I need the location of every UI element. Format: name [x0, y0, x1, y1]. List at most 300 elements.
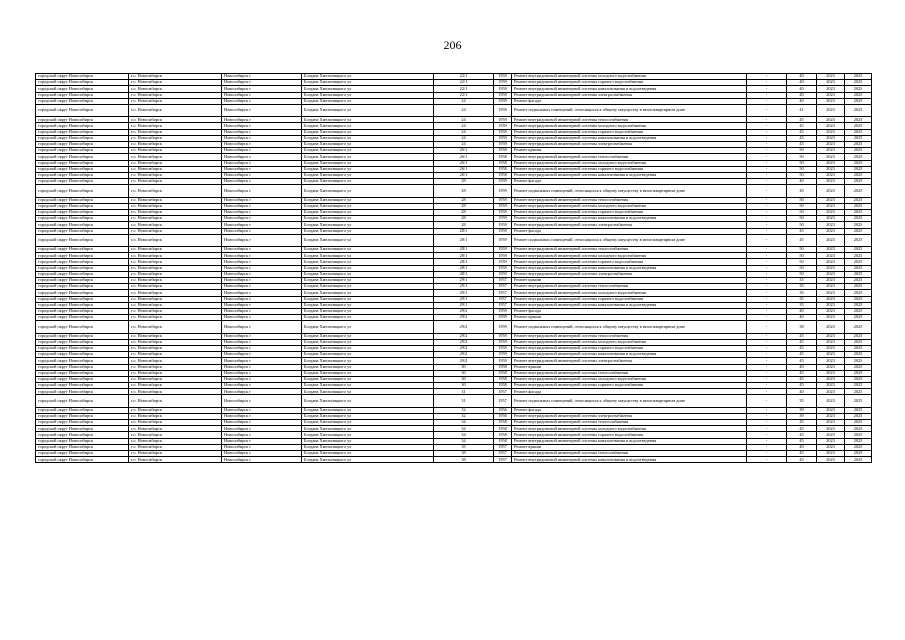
house-number-cell: 24 — [434, 123, 494, 129]
start-year-cell: 2023 — [817, 104, 845, 116]
start-year-cell: 2023 — [817, 339, 845, 345]
dash-cell: - — [747, 185, 787, 197]
district-cell: г.о. Новосибирск — [129, 339, 222, 345]
end-year-cell: 2025 — [845, 228, 872, 234]
build-year-cell: 1959 — [494, 129, 512, 135]
value-cell: 45 — [787, 432, 817, 438]
district-cell: г.о. Новосибирск — [129, 321, 222, 333]
city-cell: Новосибирск г — [222, 407, 302, 413]
value-cell: 45 — [787, 345, 817, 351]
start-year-cell: 2023 — [817, 141, 845, 147]
end-year-cell: 2025 — [845, 321, 872, 333]
street-cell: Богдана Хмельницкого ул — [302, 234, 434, 246]
start-year-cell: 2023 — [817, 333, 845, 339]
end-year-cell: 2025 — [845, 407, 872, 413]
city-cell: Новосибирск г — [222, 265, 302, 271]
end-year-cell: 2025 — [845, 432, 872, 438]
city-cell: Новосибирск г — [222, 104, 302, 116]
work-type-cell: Ремонт внутридомовой инженерной системы теплоснабжения — [512, 247, 747, 253]
build-year-cell: 1958 — [494, 364, 512, 370]
build-year-cell: 1957 — [494, 296, 512, 302]
work-type-cell: Ремонт фасада — [512, 228, 747, 234]
end-year-cell: 2025 — [845, 234, 872, 246]
build-year-cell: 1959 — [494, 308, 512, 314]
house-number-cell: 29/2 — [434, 315, 494, 321]
dash-cell: - — [747, 432, 787, 438]
end-year-cell: 2025 — [845, 104, 872, 116]
district-cell: г.о. Новосибирск — [129, 389, 222, 395]
street-cell: Богдана Хмельницкого ул — [302, 315, 434, 321]
table-row — [36, 234, 872, 246]
start-year-cell: 2023 — [817, 148, 845, 154]
city-cell: Новосибирск г — [222, 438, 302, 444]
street-cell: Богдана Хмельницкого ул — [302, 302, 434, 308]
value-cell: 45 — [787, 123, 817, 129]
work-type-cell: Ремонт внутридомовой инженерной системы горячего водоснабжения — [512, 432, 747, 438]
value-cell: 50 — [787, 271, 817, 277]
build-year-cell: 1959 — [494, 216, 512, 222]
build-year-cell: 1957 — [494, 302, 512, 308]
end-year-cell: 2025 — [845, 209, 872, 215]
end-year-cell: 2025 — [845, 172, 872, 178]
start-year-cell: 2023 — [817, 247, 845, 253]
city-cell: Новосибирск г — [222, 74, 302, 80]
dash-cell: - — [747, 345, 787, 351]
city-cell: Новосибирск г — [222, 308, 302, 314]
start-year-cell: 2023 — [817, 345, 845, 351]
city-cell: Новосибирск г — [222, 172, 302, 178]
street-cell: Богдана Хмельницкого ул — [302, 265, 434, 271]
build-year-cell: 1956 — [494, 407, 512, 413]
end-year-cell: 2025 — [845, 438, 872, 444]
district-cell: г.о. Новосибирск — [129, 333, 222, 339]
dash-cell: - — [747, 222, 787, 228]
street-cell: Богдана Хмельницкого ул — [302, 80, 434, 86]
municipality-cell: городской округ Новосибирск — [36, 135, 129, 141]
dash-cell: - — [747, 395, 787, 407]
city-cell: Новосибирск г — [222, 370, 302, 376]
district-cell: г.о. Новосибирск — [129, 98, 222, 104]
end-year-cell: 2025 — [845, 358, 872, 364]
dash-cell: - — [747, 321, 787, 333]
house-number-cell: 26/1 — [434, 160, 494, 166]
build-year-cell: 1959 — [494, 228, 512, 234]
dash-cell: - — [747, 203, 787, 209]
build-year-cell: 1959 — [494, 345, 512, 351]
dash-cell: - — [747, 123, 787, 129]
build-year-cell: 1958 — [494, 420, 512, 426]
city-cell: Новосибирск г — [222, 296, 302, 302]
district-cell: г.о. Новосибирск — [129, 271, 222, 277]
street-cell: Богдана Хмельницкого ул — [302, 345, 434, 351]
dash-cell: - — [747, 451, 787, 457]
start-year-cell: 2023 — [817, 172, 845, 178]
value-cell: 45 — [787, 234, 817, 246]
dash-cell: - — [747, 259, 787, 265]
street-cell: Богдана Хмельницкого ул — [302, 277, 434, 283]
work-type-cell: Ремонт внутридомовой инженерной системы горячего водоснабжения — [512, 129, 747, 135]
street-cell: Богдана Хмельницкого ул — [302, 420, 434, 426]
municipality-cell: городской округ Новосибирск — [36, 141, 129, 147]
end-year-cell: 2025 — [845, 98, 872, 104]
municipality-cell: городской округ Новосибирск — [36, 247, 129, 253]
end-year-cell: 2025 — [845, 277, 872, 283]
district-cell: г.о. Новосибирск — [129, 277, 222, 283]
street-cell: Богдана Хмельницкого ул — [302, 154, 434, 160]
work-type-cell: Ремонт внутридомовой инженерной системы канализования и водоотведения — [512, 86, 747, 92]
start-year-cell: 2023 — [817, 203, 845, 209]
value-cell: 45 — [787, 420, 817, 426]
house-number-cell: 29/1 — [434, 284, 494, 290]
municipality-cell: городской округ Новосибирск — [36, 432, 129, 438]
start-year-cell: 2023 — [817, 383, 845, 389]
work-type-cell: Ремонт внутридомовой инженерной системы холодного водоснабжения — [512, 74, 747, 80]
street-cell: Богдана Хмельницкого ул — [302, 74, 434, 80]
end-year-cell: 2025 — [845, 339, 872, 345]
start-year-cell: 2023 — [817, 123, 845, 129]
district-cell: г.о. Новосибирск — [129, 420, 222, 426]
dash-cell: - — [747, 370, 787, 376]
district-cell: г.о. Новосибирск — [129, 265, 222, 271]
build-year-cell: 1958 — [494, 172, 512, 178]
dash-cell: - — [747, 80, 787, 86]
municipality-cell: городской округ Новосибирск — [36, 129, 129, 135]
work-type-cell: Ремонт внутридомовой инженерной системы теплоснабжения — [512, 284, 747, 290]
district-cell: г.о. Новосибирск — [129, 438, 222, 444]
city-cell: Новосибирск г — [222, 444, 302, 450]
start-year-cell: 2023 — [817, 352, 845, 358]
street-cell: Богдана Хмельницкого ул — [302, 383, 434, 389]
dash-cell: - — [747, 333, 787, 339]
value-cell: 45 — [787, 352, 817, 358]
work-type-cell: Ремонт внутридомовой инженерной системы холодного водоснабжения — [512, 290, 747, 296]
end-year-cell: 2025 — [845, 420, 872, 426]
house-number-cell: 28 — [434, 179, 494, 185]
house-number-cell: 29/2 — [434, 345, 494, 351]
dash-cell: - — [747, 74, 787, 80]
value-cell: 50 — [787, 209, 817, 215]
house-number-cell: 29/2 — [434, 333, 494, 339]
city-cell: Новосибирск г — [222, 185, 302, 197]
district-cell: г.о. Новосибирск — [129, 104, 222, 116]
build-year-cell: 1959 — [494, 247, 512, 253]
start-year-cell: 2023 — [817, 216, 845, 222]
district-cell: г.о. Новосибирск — [129, 315, 222, 321]
district-cell: г.о. Новосибирск — [129, 345, 222, 351]
municipality-cell: городской округ Новосибирск — [36, 216, 129, 222]
start-year-cell: 2023 — [817, 135, 845, 141]
end-year-cell: 2025 — [845, 135, 872, 141]
start-year-cell: 2023 — [817, 80, 845, 86]
start-year-cell: 2023 — [817, 277, 845, 283]
start-year-cell: 2023 — [817, 407, 845, 413]
work-type-cell: Ремонт внутридомовой инженерной системы холодного водоснабжения — [512, 376, 747, 382]
municipality-cell: городской округ Новосибирск — [36, 166, 129, 172]
start-year-cell: 2023 — [817, 166, 845, 172]
house-number-cell: 22/1 — [434, 86, 494, 92]
dash-cell: - — [747, 247, 787, 253]
work-type-cell: Ремонт внутридомовой инженерной системы холодного водоснабжения — [512, 426, 747, 432]
municipality-cell: городской округ Новосибирск — [36, 154, 129, 160]
build-year-cell: 1958 — [494, 154, 512, 160]
value-cell: 45 — [787, 228, 817, 234]
district-cell: г.о. Новосибирск — [129, 253, 222, 259]
work-type-cell: Ремонт внутридомовой инженерной системы электроснабжения — [512, 222, 747, 228]
street-cell: Богдана Хмельницкого ул — [302, 129, 434, 135]
city-cell: Новосибирск г — [222, 80, 302, 86]
start-year-cell: 2023 — [817, 376, 845, 382]
dash-cell: - — [747, 290, 787, 296]
municipality-cell: городской округ Новосибирск — [36, 148, 129, 154]
house-number-cell: 34 — [434, 432, 494, 438]
value-cell: 50 — [787, 265, 817, 271]
district-cell: г.о. Новосибирск — [129, 80, 222, 86]
street-cell: Богдана Хмельницкого ул — [302, 389, 434, 395]
municipality-cell: городской округ Новосибирск — [36, 364, 129, 370]
build-year-cell: 1958 — [494, 166, 512, 172]
build-year-cell: 1959 — [494, 98, 512, 104]
end-year-cell: 2025 — [845, 352, 872, 358]
house-number-cell: 28/1 — [434, 234, 494, 246]
start-year-cell: 2023 — [817, 86, 845, 92]
house-number-cell: 35 — [434, 444, 494, 450]
dash-cell: - — [747, 420, 787, 426]
city-cell: Новосибирск г — [222, 234, 302, 246]
city-cell: Новосибирск г — [222, 209, 302, 215]
street-cell: Богдана Хмельницкого ул — [302, 308, 434, 314]
end-year-cell: 2025 — [845, 80, 872, 86]
city-cell: Новосибирск г — [222, 364, 302, 370]
build-year-cell: 1959 — [494, 315, 512, 321]
city-cell: Новосибирск г — [222, 160, 302, 166]
work-type-cell: Ремонт внутридомовой инженерной системы холодного водоснабжения — [512, 160, 747, 166]
dash-cell: - — [747, 172, 787, 178]
start-year-cell: 2023 — [817, 457, 845, 463]
end-year-cell: 2025 — [845, 160, 872, 166]
build-year-cell: 1959 — [494, 271, 512, 277]
house-number-cell: 32 — [434, 407, 494, 413]
municipality-cell: городской округ Новосибирск — [36, 426, 129, 432]
city-cell: Новосибирск г — [222, 86, 302, 92]
house-number-cell: 28 — [434, 203, 494, 209]
dash-cell: - — [747, 179, 787, 185]
dash-cell: - — [747, 438, 787, 444]
house-number-cell: 28 — [434, 197, 494, 203]
value-cell: 50 — [787, 197, 817, 203]
value-cell: 45 — [787, 370, 817, 376]
end-year-cell: 2025 — [845, 86, 872, 92]
work-type-cell: Ремонт внутридомовой инженерной системы канализования и водоотведения — [512, 135, 747, 141]
municipality-cell: городской округ Новосибирск — [36, 92, 129, 98]
start-year-cell: 2023 — [817, 265, 845, 271]
municipality-cell: городской округ Новосибирск — [36, 222, 129, 228]
house-number-cell: 26/1 — [434, 172, 494, 178]
value-cell: 50 — [787, 247, 817, 253]
end-year-cell: 2025 — [845, 141, 872, 147]
dash-cell: - — [747, 253, 787, 259]
work-type-cell: Ремонт внутридомовой инженерной системы электроснабжения — [512, 413, 747, 419]
build-year-cell: 1959 — [494, 141, 512, 147]
end-year-cell: 2025 — [845, 74, 872, 80]
municipality-cell: городской округ Новосибирск — [36, 104, 129, 116]
dash-cell: - — [747, 154, 787, 160]
district-cell: г.о. Новосибирск — [129, 129, 222, 135]
end-year-cell: 2025 — [845, 413, 872, 419]
district-cell: г.о. Новосибирск — [129, 247, 222, 253]
district-cell: г.о. Новосибирск — [129, 148, 222, 154]
street-cell: Богдана Хмельницкого ул — [302, 457, 434, 463]
district-cell: г.о. Новосибирск — [129, 135, 222, 141]
table-body — [36, 74, 872, 463]
build-year-cell: 1959 — [494, 321, 512, 333]
municipality-cell: городской округ Новосибирск — [36, 234, 129, 246]
district-cell: г.о. Новосибирск — [129, 259, 222, 265]
city-cell: Новосибирск г — [222, 259, 302, 265]
city-cell: Новосибирск г — [222, 117, 302, 123]
city-cell: Новосибирск г — [222, 376, 302, 382]
value-cell: 35 — [787, 302, 817, 308]
street-cell: Богдана Хмельницкого ул — [302, 247, 434, 253]
work-type-cell: Ремонт подвальных помещений, относящихся к общему имуществу в многоквартирном доме — [512, 104, 747, 116]
build-year-cell: 1957 — [494, 395, 512, 407]
house-number-cell: 34 — [434, 438, 494, 444]
city-cell: Новосибирск г — [222, 166, 302, 172]
value-cell: 45 — [787, 358, 817, 364]
start-year-cell: 2023 — [817, 290, 845, 296]
city-cell: Новосибирск г — [222, 451, 302, 457]
dash-cell: - — [747, 364, 787, 370]
district-cell: г.о. Новосибирск — [129, 407, 222, 413]
work-type-cell: Ремонт крыши — [512, 148, 747, 154]
dash-cell: - — [747, 129, 787, 135]
start-year-cell: 2023 — [817, 420, 845, 426]
value-cell: 39 — [787, 413, 817, 419]
dash-cell: - — [747, 209, 787, 215]
start-year-cell: 2023 — [817, 370, 845, 376]
work-type-cell: Ремонт внутридомовой инженерной системы канализования и водоотведения — [512, 302, 747, 308]
build-year-cell: 1957 — [494, 277, 512, 283]
street-cell: Богдана Хмельницкого ул — [302, 197, 434, 203]
value-cell: 35 — [787, 290, 817, 296]
work-type-cell: Ремонт внутридомовой инженерной системы горячего водоснабжения — [512, 80, 747, 86]
district-cell: г.о. Новосибирск — [129, 376, 222, 382]
work-type-cell: Ремонт внутридомовой инженерной системы холодного водоснабжения — [512, 253, 747, 259]
street-cell: Богдана Хмельницкого ул — [302, 203, 434, 209]
street-cell: Богдана Хмельницкого ул — [302, 98, 434, 104]
build-year-cell: 1957 — [494, 284, 512, 290]
street-cell: Богдана Хмельницкого ул — [302, 104, 434, 116]
house-number-cell: 29/2 — [434, 308, 494, 314]
value-cell: 50 — [787, 253, 817, 259]
dash-cell: - — [747, 308, 787, 314]
value-cell: 45 — [787, 438, 817, 444]
house-number-cell: 22/1 — [434, 92, 494, 98]
house-number-cell: 29/1 — [434, 302, 494, 308]
start-year-cell: 2023 — [817, 179, 845, 185]
city-cell: Новосибирск г — [222, 123, 302, 129]
end-year-cell: 2025 — [845, 451, 872, 457]
house-number-cell: 29/1 — [434, 296, 494, 302]
build-year-cell: 1959 — [494, 259, 512, 265]
street-cell: Богдана Хмельницкого ул — [302, 432, 434, 438]
street-cell: Богдана Хмельницкого ул — [302, 123, 434, 129]
municipality-cell: городской округ Новосибирск — [36, 259, 129, 265]
district-cell: г.о. Новосибирск — [129, 179, 222, 185]
district-cell: г.о. Новосибирск — [129, 117, 222, 123]
street-cell: Богдана Хмельницкого ул — [302, 333, 434, 339]
value-cell: 45 — [787, 135, 817, 141]
value-cell: 50 — [787, 216, 817, 222]
house-number-cell: 24 — [434, 129, 494, 135]
district-cell: г.о. Новосибирск — [129, 166, 222, 172]
start-year-cell: 2023 — [817, 364, 845, 370]
city-cell: Новосибирск г — [222, 197, 302, 203]
start-year-cell: 2023 — [817, 358, 845, 364]
value-cell: 35 — [787, 296, 817, 302]
municipality-cell: городской округ Новосибирск — [36, 315, 129, 321]
district-cell: г.о. Новосибирск — [129, 308, 222, 314]
municipality-cell: городской округ Новосибирск — [36, 271, 129, 277]
value-cell: 40 — [787, 86, 817, 92]
municipality-cell: городской округ Новосибирск — [36, 197, 129, 203]
dash-cell: - — [747, 302, 787, 308]
city-cell: Новосибирск г — [222, 413, 302, 419]
house-number-cell: 30 — [434, 383, 494, 389]
value-cell: 40 — [787, 315, 817, 321]
city-cell: Новосибирск г — [222, 345, 302, 351]
value-cell: 40 — [787, 364, 817, 370]
municipality-cell: городской округ Новосибирск — [36, 308, 129, 314]
build-year-cell: 1959 — [494, 117, 512, 123]
start-year-cell: 2023 — [817, 160, 845, 166]
house-number-cell: 28/1 — [434, 253, 494, 259]
house-number-cell: 28 — [434, 209, 494, 215]
street-cell: Богдана Хмельницкого ул — [302, 370, 434, 376]
work-type-cell: Ремонт подвальных помещений, относящихся к общему имуществу в многоквартирном доме — [512, 395, 747, 407]
municipality-cell: городской округ Новосибирск — [36, 345, 129, 351]
district-cell: г.о. Новосибирск — [129, 444, 222, 450]
dash-cell: - — [747, 216, 787, 222]
house-number-cell: 29/1 — [434, 277, 494, 283]
city-cell: Новосибирск г — [222, 358, 302, 364]
start-year-cell: 2023 — [817, 444, 845, 450]
start-year-cell: 2023 — [817, 296, 845, 302]
work-type-cell: Ремонт крыши — [512, 315, 747, 321]
district-cell: г.о. Новосибирск — [129, 141, 222, 147]
dash-cell: - — [747, 104, 787, 116]
city-cell: Новосибирск г — [222, 395, 302, 407]
municipality-cell: городской округ Новосибирск — [36, 290, 129, 296]
street-cell: Богдана Хмельницкого ул — [302, 438, 434, 444]
end-year-cell: 2025 — [845, 383, 872, 389]
street-cell: Богдана Хмельницкого ул — [302, 352, 434, 358]
house-number-cell: 26/1 — [434, 148, 494, 154]
municipality-cell: городской округ Новосибирск — [36, 389, 129, 395]
dash-cell: - — [747, 92, 787, 98]
end-year-cell: 2025 — [845, 426, 872, 432]
start-year-cell: 2023 — [817, 154, 845, 160]
municipality-cell: городской округ Новосибирск — [36, 86, 129, 92]
municipality-cell: городской округ Новосибирск — [36, 413, 129, 419]
city-cell: Новосибирск г — [222, 284, 302, 290]
district-cell: г.о. Новосибирск — [129, 197, 222, 203]
dash-cell: - — [747, 135, 787, 141]
start-year-cell: 2023 — [817, 222, 845, 228]
street-cell: Богдана Хмельницкого ул — [302, 259, 434, 265]
dash-cell: - — [747, 271, 787, 277]
street-cell: Богдана Хмельницкого ул — [302, 160, 434, 166]
dash-cell: - — [747, 117, 787, 123]
